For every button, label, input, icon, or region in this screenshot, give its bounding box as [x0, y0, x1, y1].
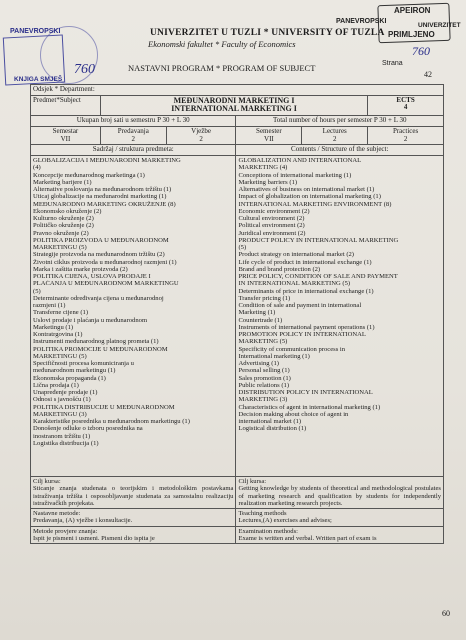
- list-item: Advertising (1): [238, 360, 279, 368]
- list-item: Odnosi s javnošću (1): [33, 396, 91, 404]
- stamp-right-line2: APEIRON: [394, 6, 431, 15]
- list-item: INTERNATIONAL MARKETING ENVIRONMENT (8): [238, 200, 392, 208]
- list-item: POLITIKA DISTRIBUCIJE U MEĐUNARODNOM: [33, 403, 175, 411]
- program-title: NASTAVNI PROGRAM * PROGRAM OF SUBJECT: [128, 63, 316, 73]
- list-item: MARKETINGU (5): [33, 352, 87, 360]
- methods-bs-cell: [31, 509, 236, 527]
- list-item: Transfer pricing (1): [238, 294, 291, 302]
- department-label: Odsjek * Department:: [33, 85, 95, 93]
- list-item: Marketing barriers (1): [238, 178, 298, 186]
- list-item: Marka i zaštita marke proizvoda (2): [33, 265, 128, 273]
- subject-form-table: [30, 84, 444, 544]
- hours-total-en: Total number of hours per semester P 30 + L 30: [236, 116, 444, 127]
- list-item: Marketingu (1): [33, 323, 74, 331]
- list-item: Marketing (1): [238, 309, 276, 317]
- list-item: Condition of sale and payment in international: [238, 302, 362, 310]
- list-item: PLAĆANJA U MEĐUNARODNOM MARKETINGU: [33, 280, 179, 288]
- goal-label-bs: Cilj kursa:: [33, 478, 61, 486]
- list-item: Strategije proizvoda na međunarodnom tržištu (2): [33, 251, 165, 259]
- exercises-value-bs: 2: [199, 134, 203, 143]
- list-item: Product strategy on international market (2): [238, 251, 355, 259]
- list-item: međunarodnom marketingu (1): [33, 367, 116, 375]
- list-item: Logistical distribution (1): [238, 425, 307, 433]
- stamp-left-bottom: KNJIGA SMJEŠ: [14, 76, 63, 83]
- list-item: Uslovi prodaje i plaćanja u međunarodnom: [33, 316, 148, 324]
- stamp-right-line6: Strana: [382, 60, 403, 67]
- faculty-title: Ekonomski fakultet * Faculty of Economics: [148, 39, 296, 49]
- list-item: (4): [33, 164, 41, 172]
- list-item: Unapređenje prodaje (1): [33, 389, 98, 397]
- semester-value-en: VII: [264, 134, 274, 143]
- subject-name-cell: [100, 95, 367, 116]
- list-item: Logistika distribucija (1): [33, 439, 99, 447]
- semester-en-cell: [236, 126, 302, 144]
- ects-value: 4: [403, 103, 408, 112]
- list-item: razmjeni (1): [33, 302, 66, 310]
- subject-label: Predmet*Subject: [33, 95, 81, 104]
- list-item: international market (1): [238, 418, 302, 426]
- list-item: Marketing barijere (1): [33, 178, 92, 186]
- university-title: UNIVERZITET U TUZLI * UNIVERSITY OF TUZLA: [150, 28, 385, 38]
- list-item: (5): [33, 287, 41, 295]
- content-list-en: [236, 156, 444, 477]
- list-item: Transferne cijene (1): [33, 309, 89, 317]
- list-item: Lična prodaja (1): [33, 381, 79, 389]
- exam-text-en: Exame is written and verbal. Written part of exam is: [238, 534, 377, 542]
- list-item: MARKETING (5): [238, 338, 288, 346]
- list-item: POLITIKA PROIZVODA U MEĐUNARODNOM: [33, 236, 169, 244]
- list-item: Personal selling (1): [238, 367, 290, 375]
- lectures-en-cell: [302, 126, 368, 144]
- practices-label-en: Practices: [392, 126, 419, 135]
- list-item: PROMOTION POLICY IN INTERNATIONAL: [238, 331, 366, 339]
- list-item: Sales promotion (1): [238, 374, 291, 382]
- methods-text-en: Lectures,(A) exercises and advises;: [238, 517, 332, 525]
- list-item: Životni ciklus proizvoda u međunarodnoj razmjeni (1): [33, 258, 177, 266]
- list-item: Kontratrgovina (1): [33, 331, 83, 339]
- stamp-right-line1: PANEVROPSKI: [336, 18, 387, 25]
- practices-value-en: 2: [403, 134, 408, 143]
- stamp-right-line3: UNIVERZITET: [418, 22, 461, 29]
- goal-en-cell: [236, 477, 444, 509]
- semester-bs-cell: [31, 126, 101, 144]
- stamp-right-line4: PRIMLJENO: [388, 30, 435, 39]
- list-item: Determinante određivanja cijena u međunarodnoj: [33, 294, 164, 302]
- stamp-right-line7: 42: [424, 70, 432, 79]
- list-item: Instruments of international payment operations (1): [238, 323, 375, 331]
- list-item: Determinants of price in international exchange (1): [238, 287, 374, 295]
- list-item: Donošenje odluke o izboru posrednika na: [33, 425, 143, 433]
- list-item: Countertrade (1): [238, 316, 283, 324]
- subject-name-en: INTERNATIONAL MARKETING I: [171, 104, 297, 114]
- list-item: Kulturno okruženje (2): [33, 215, 94, 223]
- semester-label-en: Semester: [256, 126, 282, 135]
- exam-en-cell: [236, 526, 444, 544]
- list-item: International marketing (1): [238, 352, 310, 360]
- hours-total-bs: Ukupan broj sati u semestru P 30 + L 30: [31, 116, 236, 127]
- page-number: 60: [442, 609, 450, 618]
- list-item: Political environment (2): [238, 222, 305, 230]
- subject-label-cell: [31, 95, 101, 116]
- semester-value-bs: VII: [60, 134, 71, 143]
- list-item: Conceptions of international marketing (1): [238, 171, 352, 179]
- list-item: MARKETINGU (5): [33, 244, 87, 252]
- list-item: Life cycle of product in international exchange (1): [238, 258, 372, 266]
- list-item: MARKETINGU (3): [33, 410, 87, 418]
- list-item: Političko okruženje (2): [33, 222, 94, 230]
- goal-bs-cell: [31, 477, 236, 509]
- exam-label-en: Examination methods:: [238, 527, 298, 535]
- methods-text-bs: Predavanja, (A) vježbe i konsultacije.: [33, 517, 133, 525]
- list-item: Impact of globalization on international marketing (1): [238, 193, 381, 201]
- list-item: POLITIKA PROMOCIJE U MEĐUNARODNOM: [33, 345, 168, 353]
- stamp-right-number: 760: [412, 44, 430, 58]
- exercises-bs-cell: [166, 126, 236, 144]
- stamp-left-top: PANEVROPSKI: [10, 28, 61, 35]
- lectures-bs-cell: [100, 126, 166, 144]
- list-item: Economic environment (2): [238, 207, 310, 215]
- practices-en-cell: [368, 126, 444, 144]
- goal-text-en: Getting knowledge by students of theoretical and methodological postulates of marketing research and qualification by students for independently realization marketing research projects.: [238, 485, 441, 507]
- content-label-bs: Sadržaj / struktura predmeta:: [31, 145, 236, 156]
- content-list-bs: [31, 156, 236, 477]
- list-item: MEĐUNARODNO MARKETING OKRUŽENJE (8): [33, 200, 176, 208]
- list-item: Characteristics of agent in international marketing (1): [238, 403, 381, 411]
- list-item: MARKETING (4): [238, 164, 288, 172]
- goal-label-en: Cilj kursa:: [238, 478, 267, 486]
- ects-cell: [368, 95, 444, 116]
- exercises-label-bs: Vježbe: [191, 126, 211, 135]
- list-item: Specifičnosti procesa komuniciranja u: [33, 360, 134, 368]
- department-row: [31, 85, 444, 96]
- lectures-label-en: Lectures: [322, 126, 347, 135]
- ects-label: ECTS: [396, 95, 415, 104]
- methods-en-cell: [236, 509, 444, 527]
- list-item: Alternatives of business on international market (1): [238, 186, 375, 194]
- list-item: inostranom tržištu (1): [33, 432, 91, 440]
- list-item: Pravno okruženje (2): [33, 229, 89, 237]
- list-item: Instrumenti međunarodnog platnog prometa (1): [33, 338, 159, 346]
- list-item: PRICE POLICY, CONDITION OF SALE AND PAYMENT: [238, 273, 398, 281]
- list-item: POLITIKA CIJENA, USLOVA PRODAJE I: [33, 273, 151, 281]
- semester-label-bs: Semestar: [52, 126, 79, 135]
- registry-stamp-right: [332, 4, 464, 94]
- list-item: Alternative poslovanja na međunarodnom tržištu (1): [33, 186, 172, 194]
- list-item: Public relations (1): [238, 381, 290, 389]
- exam-text-bs: Ispit je pismeni i usmeni. Pismeni dio ispita je: [33, 534, 155, 542]
- list-item: (5): [238, 244, 247, 252]
- subject-name-bs: MEĐUNARODNI MARKETING I: [173, 95, 295, 105]
- list-item: Ekonomska propaganda (1): [33, 374, 106, 382]
- methods-label-bs: Nastavne metode:: [33, 510, 81, 518]
- lectures-label-bs: Predavanja: [117, 126, 149, 135]
- list-item: Cultural environment (2): [238, 215, 305, 223]
- list-item: Brand and brand protection (2): [238, 265, 321, 273]
- list-item: Uticaj globalizacije na međunarodni marketing (1): [33, 193, 167, 201]
- lectures-value-en: 2: [332, 134, 337, 143]
- stamp-left-number: 760: [74, 62, 95, 77]
- list-item: Decision making about choice of agent in: [238, 410, 349, 418]
- list-item: Koncepcije međunarodnog marketinga (1): [33, 171, 145, 179]
- exam-label-bs: Metode provjere znanja:: [33, 527, 98, 535]
- content-label-en: Contents / Structure of the subject:: [236, 145, 444, 156]
- lectures-value-bs: 2: [131, 134, 136, 143]
- list-item: Karakteristike posrednika u međunarodnom marketingu (1): [33, 418, 190, 426]
- list-item: DISTRIBUTION POLICY IN INTERNATIONAL: [238, 389, 373, 397]
- list-item: PRODUCT POLICY IN INTERNATIONAL MARKETING: [238, 236, 399, 244]
- list-item: Juridical environment (2): [238, 229, 306, 237]
- list-item: Specificity of communication process in: [238, 345, 346, 353]
- list-item: IN INTERNATIONAL MARKETING (5): [238, 280, 351, 288]
- exam-bs-cell: [31, 526, 236, 544]
- list-item: GLOBALIZATION AND INTERNATIONAL: [238, 157, 362, 165]
- goal-text-bs: Sticanje znanja studenata o teorijskim i metodološkim postavkama istraživanja tržišta i osposobljavanje studenata za samostalnu realizaciju istraživačkih projekata.: [33, 485, 234, 507]
- library-stamp-left: [4, 22, 120, 82]
- list-item: MARKETING (3): [238, 396, 288, 404]
- list-item: Ekonomsko okruženje (2): [33, 207, 102, 215]
- methods-label-en: Teaching methods: [238, 510, 287, 518]
- list-item: GLOBALIZACIJA I MEĐUNARODNI MARKETING: [33, 157, 181, 165]
